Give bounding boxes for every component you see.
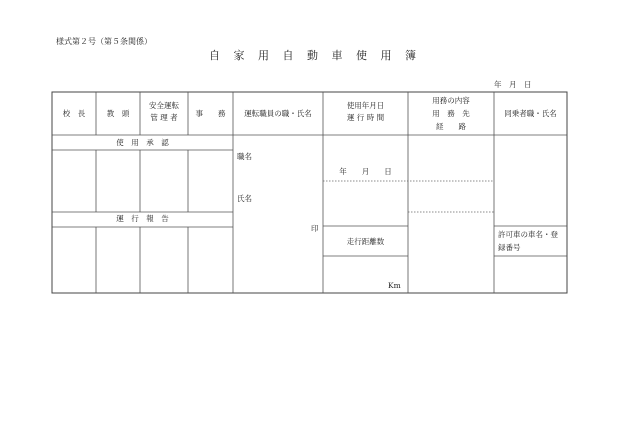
header-driver: 運転職員の職・氏名 [244, 109, 312, 118]
section-approval: 使 用 承 認 [116, 138, 169, 147]
vehicle-label-line1: 許可車の車名・登 [498, 230, 558, 239]
form-number: 様式第２号（第５条関係） [56, 37, 152, 46]
header-safety-manager-line1: 安全運転 [149, 101, 179, 110]
header-purpose-line3: 経 路 [436, 122, 466, 132]
driver-post-label: 職名 [237, 152, 252, 161]
header-principal: 校 長 [62, 109, 86, 118]
form-title: 自 家 用 自 動 車 使 用 簿 [209, 49, 421, 62]
driver-seal: 印 [311, 224, 319, 233]
header-purpose [408, 94, 494, 133]
mileage-unit: Km [388, 281, 401, 290]
header-office: 事 務 [195, 109, 226, 118]
header-usage-date-line2: 運 行 時 間 [346, 113, 385, 123]
header-passenger: 同乗者職・氏名 [504, 109, 557, 118]
form-date: 年 月 日 [494, 80, 532, 89]
vehicle-label [498, 229, 558, 255]
header-purpose-line2: 用 務 先 [432, 109, 470, 119]
header-purpose-line1: 用務の内容 [432, 96, 470, 105]
section-report: 運 行 報 告 [116, 214, 169, 223]
header-safety-manager [140, 100, 188, 125]
driver-name-label: 氏名 [237, 194, 252, 203]
vehicle-label-line2: 録番号 [498, 242, 521, 252]
header-usage-date [323, 100, 408, 125]
header-usage-date-line1: 使用年月日 [346, 101, 385, 110]
usage-date-value: 年 月 日 [339, 167, 392, 176]
header-vice-principal: 教 頭 [106, 109, 130, 118]
mileage-label: 走行距離数 [346, 237, 385, 246]
header-safety-manager-line2: 管 理 者 [150, 113, 178, 123]
